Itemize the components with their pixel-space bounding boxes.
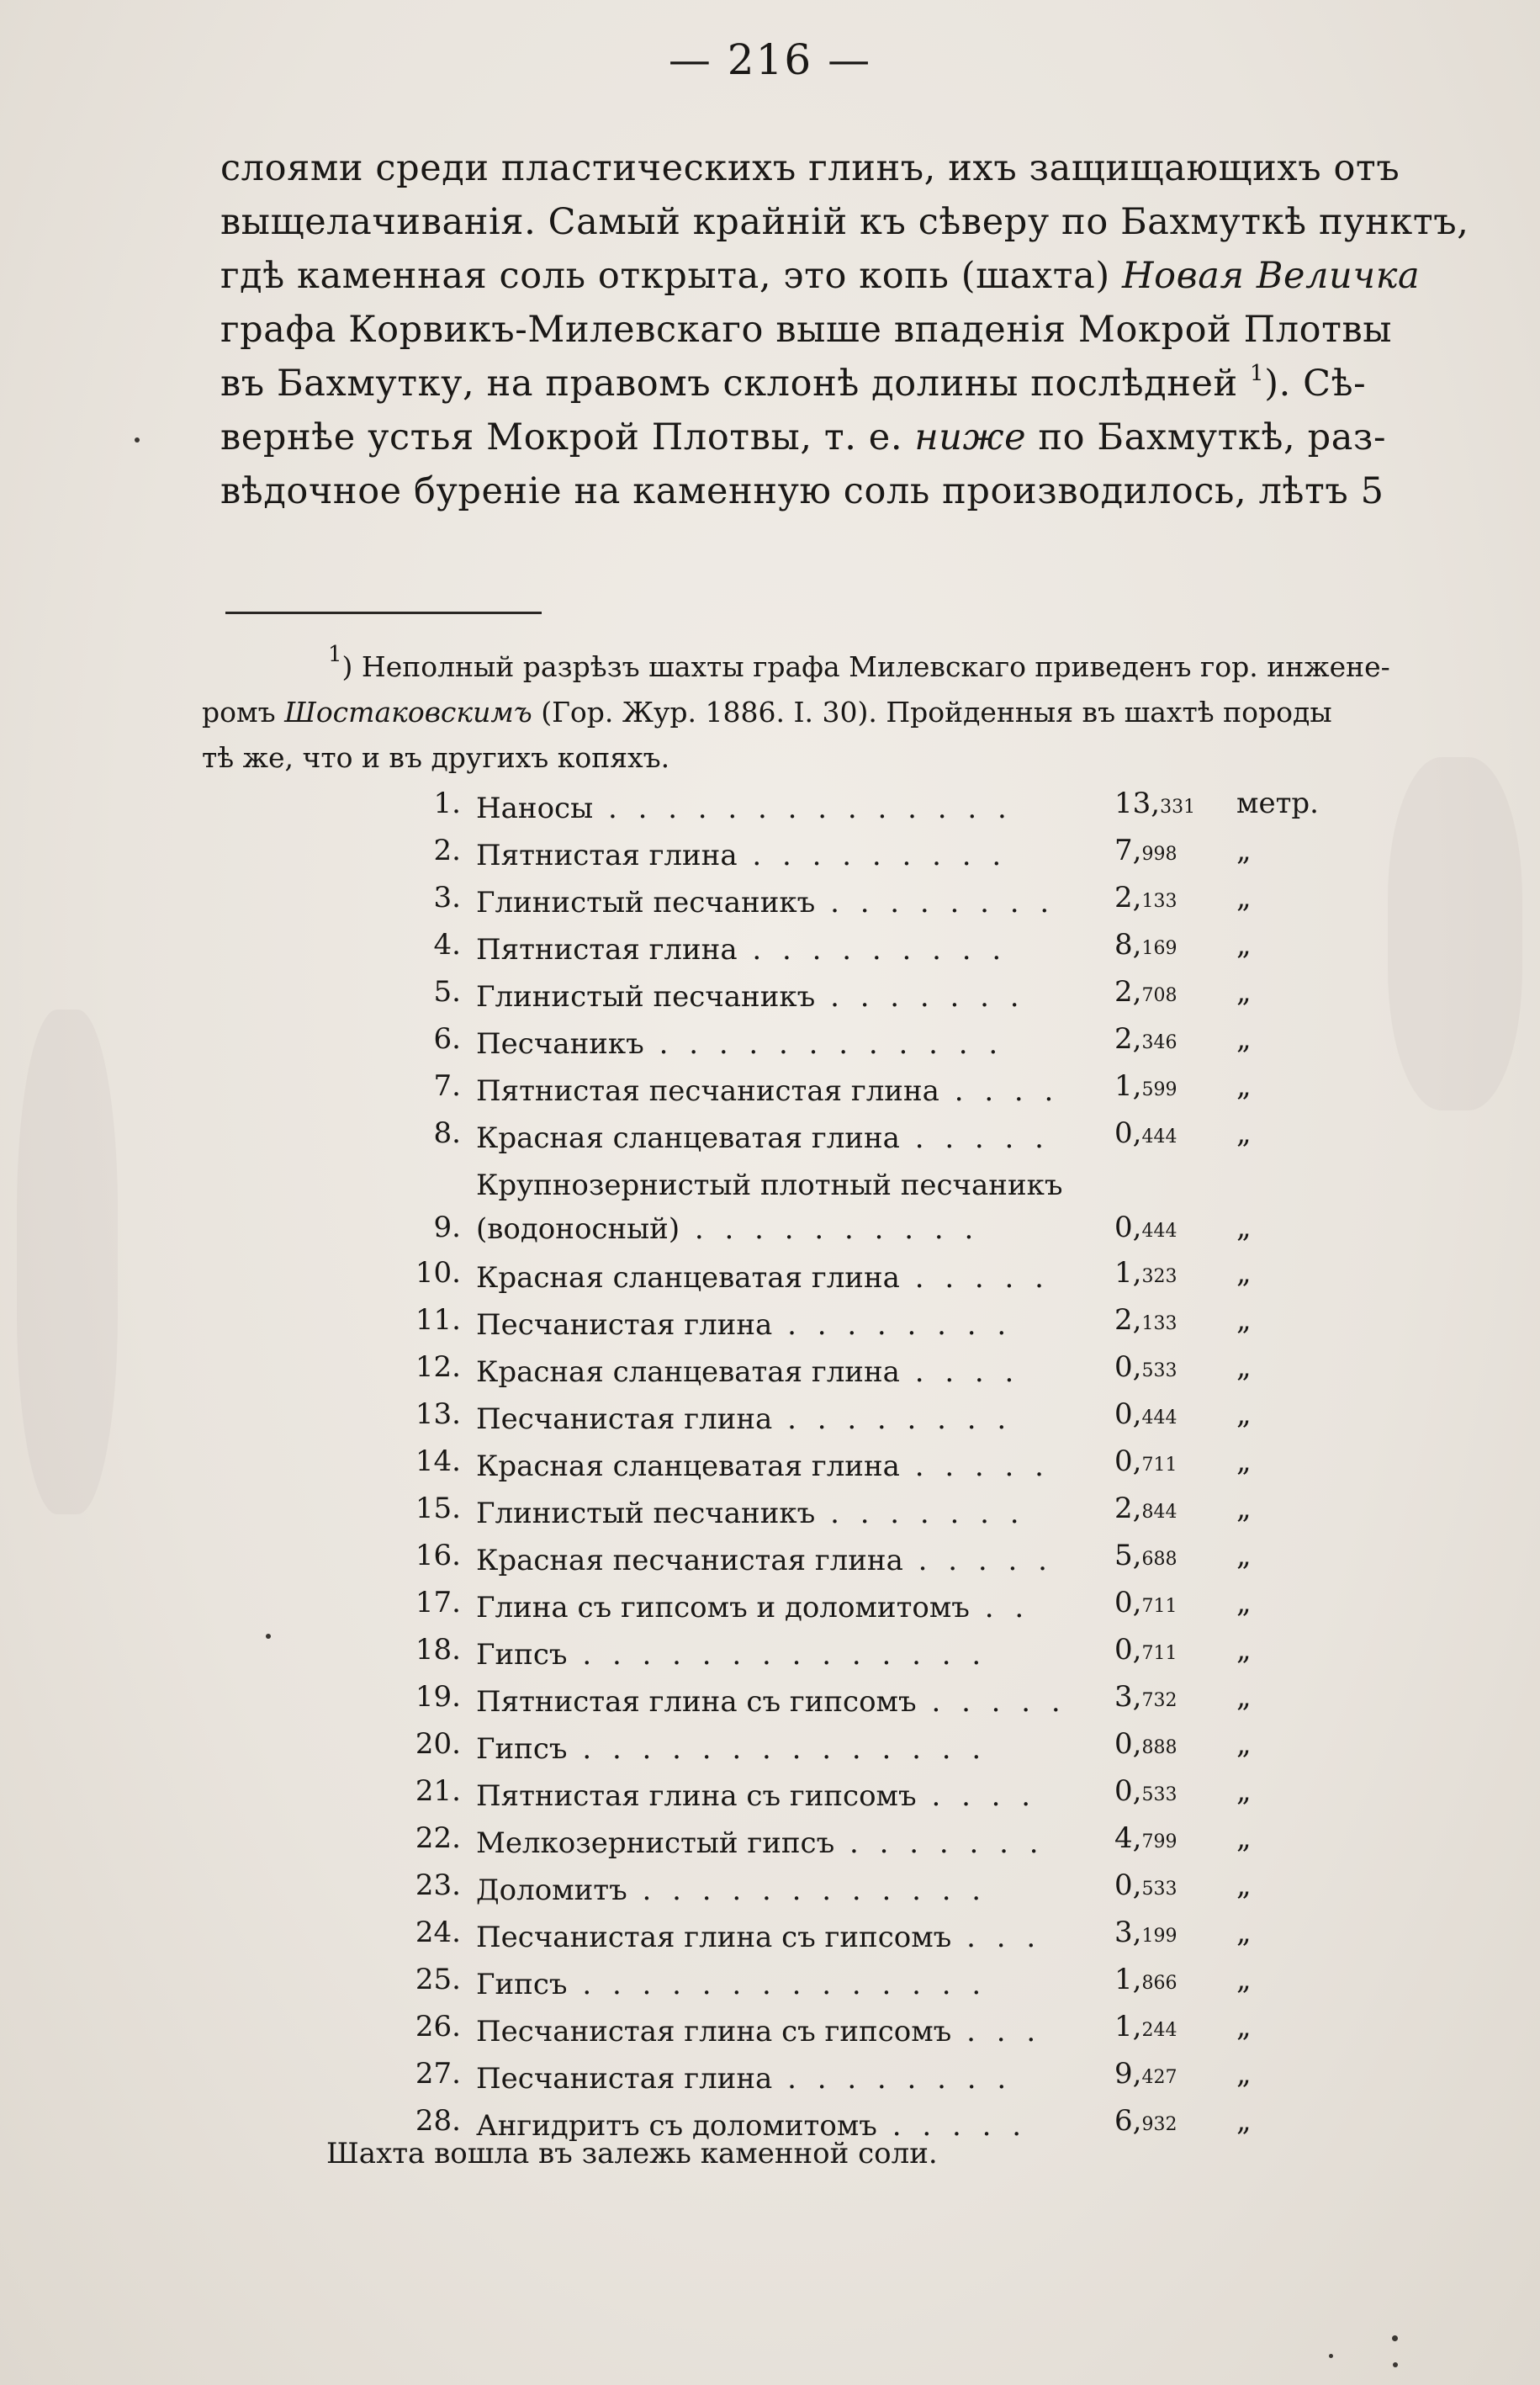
stratum-row (395, 1868, 1346, 1916)
thickness-fraction: 711 (1141, 1643, 1177, 1664)
thickness-whole: 0, (1114, 1633, 1142, 1667)
thickness-fraction: 169 (1141, 938, 1177, 959)
footnote-line (202, 735, 1497, 781)
stratum-unit: „ (1236, 1492, 1252, 1525)
leader-dots: . . . . . (899, 1450, 1050, 1483)
ink-speck (1393, 2362, 1398, 2367)
thickness-fraction: 888 (1141, 1737, 1177, 1758)
leader-dots: . . . . . . . . (815, 886, 1056, 920)
stratum-unit: „ (1236, 975, 1252, 1009)
leader-dots: . . . . . (899, 1261, 1050, 1295)
stratum-unit: „ (1236, 2010, 1252, 2043)
leader-dots: . . . . . . . . . (737, 933, 1008, 967)
stratum-name-text: Пятнистая глина (476, 839, 738, 872)
leader-dots: . . . . . (902, 1544, 1053, 1577)
stratum-number: 24. (415, 1916, 461, 1949)
text-line (220, 249, 1490, 303)
stratum-name-text: Песчанистая глина съ гипсомъ (476, 2015, 952, 2048)
stratum-unit: „ (1236, 1211, 1252, 1244)
stratum-unit: „ (1236, 2057, 1252, 2091)
stratum-row (395, 881, 1346, 928)
stratum-name-text: Гипсъ (476, 1638, 568, 1672)
stratum-row (395, 1680, 1346, 1727)
stratum-name-text: Пятнистая глина съ гипсомъ (476, 1685, 917, 1719)
leader-dots: . . (969, 1591, 1030, 1624)
stratum-number: 27. (415, 2057, 461, 2091)
stratum-unit: „ (1236, 1444, 1252, 1478)
thickness-fraction: 199 (1141, 1926, 1177, 1947)
stratum-name-text: Доломитъ (476, 1874, 627, 1907)
stratum-number: 20. (415, 1727, 461, 1761)
stratum-name-text: Гипсъ (476, 1968, 568, 2001)
stratum-unit: „ (1236, 1868, 1252, 1902)
thickness-fraction: 998 (1141, 844, 1177, 865)
leader-dots: . . . . . (916, 1685, 1066, 1719)
stratum-name-text: Гипсъ (476, 1732, 568, 1766)
main-paragraph (220, 141, 1490, 518)
thickness-whole: 2, (1114, 975, 1142, 1009)
thickness-whole: 1, (1114, 1069, 1142, 1103)
ink-speck (135, 437, 140, 443)
thickness-whole: 2, (1114, 1492, 1142, 1525)
stratum-row (395, 1163, 1346, 1256)
thickness-whole: 0, (1114, 1586, 1142, 1619)
stratum-name-text: Глинистый песчаникъ (476, 1497, 816, 1530)
footnote-line (202, 644, 1497, 690)
stratum-name-text: Глина съ гипсомъ и доломитомъ (476, 1591, 970, 1624)
italic-text: Шостаковскимъ (284, 696, 532, 729)
thickness-fraction: 346 (1141, 1032, 1177, 1053)
ink-speck (266, 1634, 271, 1639)
stratum-name-text: Песчанистая глина (476, 1402, 773, 1436)
ink-speck (1329, 2354, 1333, 2358)
text-line (220, 411, 1490, 464)
stratum-number: 10. (415, 1256, 461, 1290)
stratum-number: 16. (415, 1539, 461, 1572)
footnote-rule (225, 612, 542, 614)
thickness-whole: 1, (1114, 2010, 1142, 2043)
leader-dots: . . . . (939, 1074, 1060, 1108)
leader-dots: . . . . . (876, 2109, 1027, 2143)
text-line (220, 141, 1490, 195)
ink-speck (1392, 2335, 1398, 2341)
stratum-unit: „ (1236, 1069, 1252, 1103)
thickness-fraction: 533 (1141, 1360, 1177, 1381)
thickness-fraction: 711 (1141, 1455, 1177, 1476)
thickness-fraction: 533 (1141, 1784, 1177, 1805)
stratum-name (476, 1868, 1111, 1912)
thickness-whole: 0, (1114, 1868, 1142, 1902)
text-segment: въ Бахмутку, на правомъ склонѣ долины послѣдней (220, 363, 1251, 405)
leader-dots: . . . . . . . . (772, 2062, 1013, 2096)
leader-dots: . . . . . (899, 1121, 1050, 1155)
stratum-unit: „ (1236, 1774, 1252, 1808)
stratum-name (476, 1350, 1111, 1394)
stratum-row (395, 1492, 1346, 1539)
stratum-row (395, 1397, 1346, 1444)
thickness-fraction: 866 (1141, 1973, 1177, 1994)
thickness-whole: 13, (1114, 787, 1161, 820)
stratum-number: 21. (415, 1774, 461, 1808)
stratum-name (476, 1633, 1111, 1677)
stratum-name-text: Пятнистая песчанистая глина (476, 1074, 939, 1108)
stratum-name (476, 1821, 1111, 1865)
stratum-row (395, 928, 1346, 975)
text-segment: слоями среди пластическихъ глинъ, ихъ защищающихъ отъ (220, 147, 1400, 189)
stratum-row (395, 1586, 1346, 1633)
text-segment: вернѣе устья Мокрой Плотвы, т. е. (220, 416, 915, 458)
stratum-name-text: Песчанистая глина съ гипсомъ (476, 1921, 952, 1954)
italic-text: Новая Величка (1122, 255, 1421, 297)
stratum-unit: „ (1236, 1963, 1252, 1996)
paper-stain (17, 1010, 118, 1514)
stratum-name-text: Мелкозернистый гипсъ (476, 1826, 835, 1860)
stratum-unit: „ (1236, 1680, 1252, 1714)
stratum-name (476, 1586, 1111, 1630)
stratum-row (395, 1821, 1346, 1868)
stratum-unit: „ (1236, 1303, 1252, 1337)
stratum-unit: „ (1236, 834, 1252, 867)
stratum-number: 14. (415, 1444, 461, 1478)
thickness-fraction: 133 (1141, 1313, 1177, 1334)
stratum-number: 4. (433, 928, 461, 962)
stratum-name-text: Красная сланцеватая глина (476, 1121, 900, 1155)
thickness-whole: 5, (1114, 1539, 1142, 1572)
stratum-row (395, 1916, 1346, 1963)
stratum-row (395, 1022, 1346, 1069)
stratum-unit: „ (1236, 1633, 1252, 1667)
stratum-name-text: Песчанистая глина (476, 1308, 773, 1342)
stratum-unit: „ (1236, 1256, 1252, 1290)
stratum-name (476, 1116, 1111, 1160)
stratum-name (476, 2057, 1111, 2101)
stratum-number: 15. (415, 1492, 461, 1525)
stratum-name-text: Крупнозернистый плотный песчаникъ (водоносный) (476, 1169, 1063, 1246)
leader-dots: . . . . . . . . . . . . . . (593, 792, 1013, 825)
footnote (202, 644, 1497, 781)
thickness-whole: 2, (1114, 1022, 1142, 1056)
italic-text: ниже (914, 416, 1027, 458)
thickness-fraction: 599 (1141, 1079, 1177, 1100)
thickness-fraction: 444 (1141, 1221, 1177, 1242)
stratum-row (395, 1727, 1346, 1774)
stratum-unit: „ (1236, 1539, 1252, 1572)
stratum-unit: „ (1236, 1116, 1252, 1150)
thickness-fraction: 533 (1141, 1879, 1177, 1900)
stratum-number: 5. (433, 975, 461, 1009)
text-segment: ромъ (202, 696, 285, 729)
stratum-name-text: Пятнистая глина съ гипсомъ (476, 1779, 917, 1813)
stratum-number: 12. (415, 1350, 461, 1384)
thickness-fraction: 444 (1141, 1126, 1177, 1147)
stratum-row (395, 1256, 1346, 1303)
stratum-unit: „ (1236, 928, 1252, 962)
leader-dots: . . . . . . . . . . . . . . (567, 1732, 987, 1766)
stratum-name-text: Красная сланцеватая глина (476, 1450, 900, 1483)
leader-dots: . . . . . . . . . . . . (627, 1874, 987, 1907)
thickness-fraction: 932 (1141, 2114, 1177, 2135)
text-segment: выщелачиванія. Самый крайній къ сѣверу по Бахмуткѣ пунктъ, (220, 201, 1469, 243)
leader-dots: . . . . . . . . . . . . . . (567, 1968, 987, 2001)
thickness-whole: 0, (1114, 1116, 1142, 1150)
text-line (220, 195, 1490, 249)
stratum-row (395, 975, 1346, 1022)
stratum-row (395, 1774, 1346, 1821)
stratum-number: 8. (433, 1116, 461, 1150)
stratum-name-text: Наносы (476, 792, 594, 825)
stratum-name-text: Песчаникъ (476, 1027, 644, 1061)
thickness-whole: 8, (1114, 928, 1142, 962)
stratum-row (395, 1633, 1346, 1680)
stratum-number: 23. (415, 1868, 461, 1902)
stratum-name-text: Песчанистая глина (476, 2062, 773, 2096)
stratum-row (395, 834, 1346, 881)
stratum-name (476, 1022, 1111, 1066)
leader-dots: . . . . . . . (815, 980, 1025, 1014)
stratum-name-text: Ангидритъ съ доломитомъ (476, 2109, 877, 2143)
stratum-name-text: Глинистый песчаникъ (476, 980, 816, 1014)
stratum-name (476, 975, 1111, 1019)
text-segment: по Бахмуткѣ, раз- (1026, 416, 1387, 458)
stratum-unit: „ (1236, 1022, 1252, 1056)
stratum-number: 2. (433, 834, 461, 867)
stratum-number: 25. (415, 1963, 461, 1996)
thickness-whole: 0, (1114, 1774, 1142, 1808)
stratum-number: 11. (415, 1303, 461, 1337)
stratum-name-text: Красная сланцеватая глина (476, 1355, 900, 1389)
thickness-whole: 0, (1114, 1444, 1142, 1478)
stratum-row (395, 1539, 1346, 1586)
strata-table (395, 787, 1346, 2151)
thickness-fraction: 844 (1141, 1502, 1177, 1523)
leader-dots: . . . . . . . . . . . . (643, 1027, 1004, 1061)
stratum-unit: „ (1236, 1916, 1252, 1949)
stratum-name-text: Красная песчанистая глина (476, 1544, 903, 1577)
stratum-name (476, 1916, 1111, 1959)
thickness-whole: 1, (1114, 1256, 1142, 1290)
leader-dots: . . . . . . . . (772, 1308, 1013, 1342)
thickness-whole: 7, (1114, 834, 1142, 867)
stratum-number: 26. (415, 2010, 461, 2043)
stratum-name (476, 928, 1111, 972)
stratum-number: 6. (433, 1022, 461, 1056)
thickness-whole: 0, (1114, 1211, 1142, 1244)
leader-dots: . . . . . . . . (772, 1402, 1013, 1436)
stratum-name (476, 1069, 1111, 1113)
leader-dots: . . . (951, 1921, 1042, 1954)
stratum-name (476, 2010, 1111, 2054)
text-segment: (Гор. Жур. 1886. I. 30). Пройденныя въ шахтѣ породы (532, 696, 1332, 729)
thickness-fraction: 732 (1141, 1690, 1177, 1711)
stratum-name (476, 1163, 1111, 1251)
thickness-fraction: 688 (1141, 1549, 1177, 1570)
stratum-unit: „ (1236, 881, 1252, 914)
thickness-fraction: 323 (1141, 1266, 1177, 1287)
thickness-fraction: 331 (1160, 797, 1196, 818)
thickness-fraction: 711 (1141, 1596, 1177, 1617)
stratum-name (476, 787, 1111, 830)
stratum-row (395, 1963, 1346, 2010)
stratum-name-text: Глинистый песчаникъ (476, 886, 816, 920)
thickness-whole: 0, (1114, 1727, 1142, 1761)
stratum-number: 9. (433, 1211, 461, 1244)
footnote-marker: 1 (1250, 361, 1265, 386)
stratum-number: 1. (433, 787, 461, 820)
leader-dots: . . . . . . . . . (737, 839, 1008, 872)
thickness-whole: 1, (1114, 1963, 1142, 1996)
stratum-name-text: Красная сланцеватая глина (476, 1261, 900, 1295)
stratum-row (395, 1069, 1346, 1116)
stratum-unit: „ (1236, 2104, 1252, 2138)
stratum-number: 13. (415, 1397, 461, 1431)
stratum-name (476, 1680, 1111, 1724)
footnote-marker: 1 (328, 642, 342, 667)
stratum-number: 28. (415, 2104, 461, 2138)
stratum-row (395, 1303, 1346, 1350)
leader-dots: . . . . . . . . . . (680, 1212, 980, 1246)
thickness-fraction: 427 (1141, 2067, 1177, 2088)
stratum-name (476, 1303, 1111, 1347)
leader-dots: . . . . . . . . . . . . . . (567, 1638, 987, 1672)
leader-dots: . . . . . . . (815, 1497, 1025, 1530)
stratum-unit: „ (1236, 1350, 1252, 1384)
text-line (220, 357, 1490, 411)
stratum-name (476, 834, 1111, 877)
stratum-name (476, 1397, 1111, 1441)
stratum-name (476, 1256, 1111, 1300)
thickness-whole: 3, (1114, 1916, 1142, 1949)
thickness-whole: 2, (1114, 1303, 1142, 1337)
leader-dots: . . . (951, 2015, 1042, 2048)
thickness-fraction: 244 (1141, 2020, 1177, 2041)
stratum-row (395, 2010, 1346, 2057)
thickness-whole: 0, (1114, 1397, 1142, 1431)
leader-dots: . . . . (899, 1355, 1020, 1389)
stratum-number: 3. (433, 881, 461, 914)
stratum-row (395, 1350, 1346, 1397)
stratum-number: 19. (415, 1680, 461, 1714)
text-segment: ) Неполный разрѣзъ шахты графа Милевскаго приведенъ гор. инжене- (341, 650, 1390, 683)
stratum-number: 18. (415, 1633, 461, 1667)
thickness-fraction: 444 (1141, 1407, 1177, 1428)
text-line (220, 464, 1490, 518)
thickness-whole: 0, (1114, 1350, 1142, 1384)
stratum-number: 7. (433, 1069, 461, 1103)
stratum-unit: „ (1236, 1821, 1252, 1855)
stratum-row (395, 2057, 1346, 2104)
stratum-unit: „ (1236, 1397, 1252, 1431)
stratum-number: 22. (415, 1821, 461, 1855)
leader-dots: . . . . . . . (834, 1826, 1045, 1860)
stratum-name (476, 1774, 1111, 1818)
stratum-name (476, 1963, 1111, 2006)
stratum-row (395, 1444, 1346, 1492)
paper-stain (1388, 757, 1522, 1110)
page-number: — 216 — (668, 35, 872, 84)
text-segment: гдѣ каменная соль открыта, это копь (шахта) (220, 255, 1123, 297)
thickness-whole: 6, (1114, 2104, 1142, 2138)
footnote-line (202, 690, 1497, 735)
stratum-row (395, 787, 1346, 834)
thickness-fraction: 708 (1141, 985, 1177, 1006)
stratum-name (476, 1539, 1111, 1582)
stratum-name (476, 881, 1111, 925)
stratum-name (476, 1444, 1111, 1488)
stratum-name (476, 1727, 1111, 1771)
stratum-name-text: Пятнистая глина (476, 933, 738, 967)
text-segment: графа Корвикъ-Милевскаго выше впаденія Мокрой Плотвы (220, 309, 1393, 351)
stratum-row (395, 1116, 1346, 1163)
thickness-whole: 4, (1114, 1821, 1142, 1855)
stratum-unit: метр. (1236, 787, 1319, 820)
thickness-whole: 3, (1114, 1680, 1142, 1714)
stratum-unit: „ (1236, 1586, 1252, 1619)
leader-dots: . . . . (916, 1779, 1037, 1813)
text-segment: ). Сѣ- (1264, 363, 1367, 405)
thickness-fraction: 799 (1141, 1831, 1177, 1852)
thickness-whole: 2, (1114, 881, 1142, 914)
stratum-unit: „ (1236, 1727, 1252, 1761)
text-segment: тѣ же, что и въ другихъ копяхъ. (202, 741, 670, 774)
text-line (220, 303, 1490, 357)
thickness-whole: 9, (1114, 2057, 1142, 2091)
text-segment: вѣдочное буреніе на каменную соль производилось, лѣтъ 5 (220, 470, 1384, 512)
stratum-name (476, 1492, 1111, 1535)
thickness-fraction: 133 (1141, 891, 1177, 912)
conclusion-line: Шахта вошла въ залежь каменной соли. (326, 2137, 938, 2170)
stratum-number: 17. (415, 1586, 461, 1619)
